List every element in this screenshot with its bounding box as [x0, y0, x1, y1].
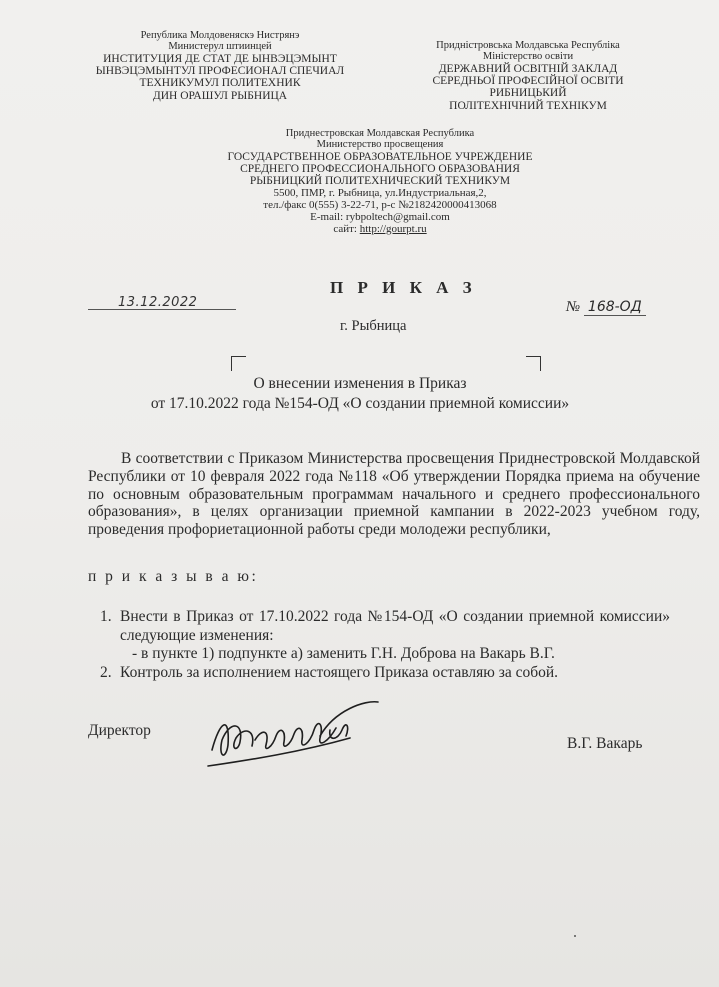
header-ukrainian	[408, 40, 648, 112]
item-text: Внести в Приказ от 17.10.2022 года №154-ОД «О создании приемной комиссии» следующие изменения:	[120, 608, 670, 644]
handwritten-date: 13.12.2022	[118, 295, 198, 310]
number-prefix: №	[566, 299, 581, 315]
header-line: СЕРЕДНЬОЇ ПРОФЕСІЙНОЇ ОСВІТИ	[432, 75, 624, 88]
order-items	[100, 608, 670, 682]
header-line: Министерул штиинцей	[168, 41, 272, 53]
prikazyvayu: п р и к а з ы в а ю:	[88, 568, 259, 585]
item-number: 1.	[100, 608, 112, 625]
signer-name: В.Г. Вакарь	[567, 735, 643, 752]
bracket-right	[526, 356, 541, 371]
header-line: РИБНИЦЬКИЙ	[489, 87, 567, 100]
header-line: Придністровська Молдавська Республіка	[436, 40, 620, 51]
bracket-left	[231, 356, 246, 371]
body-paragraph: В соответствии с Приказом Министерства просвещения Приднестровской Молдавской Республики от 10 февраля 2022 года №118 «Об утверждении Порядка приема на обучение по основным образовательным программам начального и среднего профессионального образования», в целях организации приемной кампании в 2022-2023 учебном году, проведения профориетационной работы среди молодежи республики,	[88, 450, 700, 539]
signer-position: Директор	[88, 722, 151, 739]
header-line: ДЕРЖАВНИЙ ОСВІТНІЙ ЗАКЛАД	[438, 62, 618, 75]
body-text	[88, 450, 700, 539]
order-number	[566, 299, 646, 316]
header-russian	[190, 128, 570, 235]
header-line: РЫБНИЦКИЙ ПОЛИТЕХНИЧЕСКИЙ ТЕХНИКУМ	[249, 175, 511, 188]
header-line: ИНСТИТУЦИЯ ДЕ СТАТ ДЕ ЫНВЭЦЭМЫНТ	[103, 52, 337, 65]
website	[190, 224, 570, 236]
list-item	[100, 608, 670, 645]
header-line: Република Молдовеняскэ Нистрянэ	[140, 30, 300, 41]
header-line: Міністерство освіти	[482, 51, 574, 63]
handwritten-number: 168-ОД	[584, 299, 646, 316]
header-line: ТЕХНИКУМУЛ ПОЛИТЕХНИК	[139, 77, 301, 90]
subject-line: О внесении изменения в Приказ	[253, 375, 467, 392]
email: E-mail: rybpoltech@gmail.com	[310, 210, 450, 223]
item-text: Контроль за исполнением настоящего Приказа оставляю за собой.	[120, 663, 559, 681]
header-line: СРЕДНЕГО ПРОФЕССИОНАЛЬНОГО ОБРАЗОВАНИЯ	[240, 163, 520, 176]
header-moldavian	[70, 30, 370, 102]
site-label: сайт:	[333, 222, 360, 235]
handwritten-signature	[200, 690, 390, 775]
header-line: ГОСУДАРСТВЕННОЕ ОБРАЗОВАТЕЛЬНОЕ УЧРЕЖДЕНИЕ	[227, 150, 533, 163]
speck	[574, 935, 576, 937]
list-subitem: - в пункте 1) подпункте а) заменить Г.Н. Доброва на Вакарь В.Г.	[132, 645, 555, 663]
site-link[interactable]: http://gourpt.ru	[359, 222, 427, 235]
phone-fax: тел./факс 0(555) 3-22-71, р-с №2182420000413068	[263, 198, 497, 211]
subject	[110, 374, 610, 414]
header-line: ЫНВЭЦЭМЫНТУЛ ПРОФЕСИОНАЛ СПЕЧИАЛ	[95, 65, 345, 78]
list-item	[100, 664, 670, 683]
address: 5500, ПМР, г. Рыбница, ул.Индустриальная,2,	[273, 186, 487, 199]
header-line: ДИН ОРАШУЛ РЫБНИЦА	[152, 89, 288, 102]
subject-line: от 17.10.2022 года №154-ОД «О создании приемной комиссии»	[150, 395, 570, 413]
city: г. Рыбница	[340, 318, 407, 334]
document-title: П Р И К А З	[330, 278, 477, 297]
item-number: 2.	[100, 663, 112, 681]
header-line: Приднестровская Молдавская Республика	[285, 128, 475, 139]
header-line: Министерство просвещения	[316, 139, 444, 151]
header-line: ПОЛІТЕХНІЧНИЙ ТЕХНІКУМ	[449, 99, 607, 112]
